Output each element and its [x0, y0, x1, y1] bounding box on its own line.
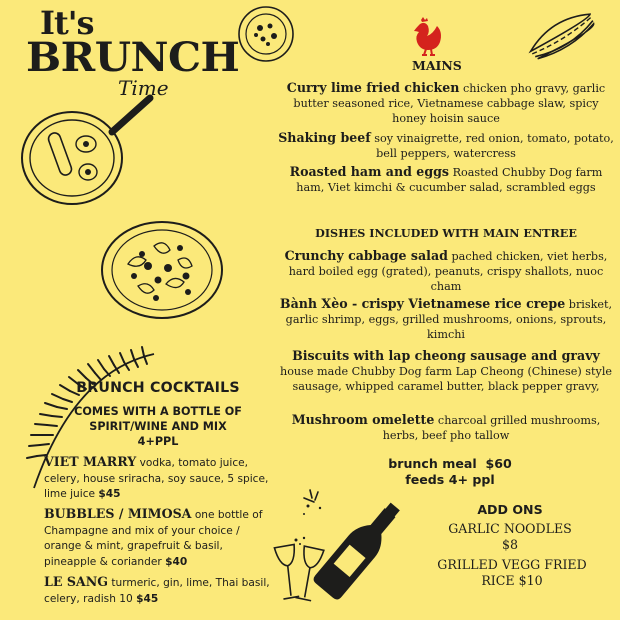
title-its: It's	[40, 4, 94, 42]
mains-item-desc: soy vinaigrette, red onion, tomato, potato, bell peppers, watercress	[374, 132, 614, 160]
mains-item-name: Shaking beef	[278, 130, 371, 145]
cocktail-item-price: $45	[136, 592, 159, 605]
title-brunch: BRUNCH	[26, 34, 240, 81]
cocktail-item-desc: turmeric, gin, lime, Thai basil, celery, radish 10	[44, 577, 274, 605]
mains-heading: MAINS	[412, 58, 462, 73]
cocktail-item-desc: one bottle of Champagne and mix of your choice / orange & mint, grapefruit & basil, pineapple & coriander	[44, 509, 266, 568]
cocktail-item	[44, 506, 276, 570]
cocktails-note-line1: COMES WITH A BOTTLE OF	[74, 405, 242, 418]
cocktail-item-desc: vodka, tomato juice, celery, house sriracha, soy sauce, 5 spice, lime juice	[44, 457, 272, 500]
salad-bowl-icon	[98, 214, 226, 320]
dish-item-desc: charcoal grilled mushrooms, herbs, beef pho tallow	[382, 414, 601, 442]
mains-item	[276, 80, 616, 126]
dish-item-name: Bành Xèo - crispy Vietnamese rice crepe	[279, 296, 566, 311]
cocktail-item-name: LE SANG	[44, 574, 108, 589]
dish-item	[276, 248, 616, 294]
addon-price: $8	[501, 537, 519, 552]
dish-item-desc: pached chicken, viet herbs, hard boiled egg (grated), peanuts, crispy shallots, nuoc cham	[288, 250, 608, 293]
cocktail-item	[44, 574, 276, 607]
cocktail-item-price: $45	[98, 488, 121, 500]
mains-item-name: Roasted ham and eggs	[289, 164, 450, 179]
addons-heading: ADD ONS	[477, 502, 543, 517]
cocktails-note-line2: SPIRIT/WINE AND MIX	[89, 420, 227, 433]
cocktails-heading: BRUNCH COCKTAILS	[76, 380, 240, 396]
dish-item-name: Mushroom omelette	[291, 412, 435, 427]
sandwich-icon	[522, 8, 604, 66]
mains-item-desc: Roasted Chubby Dog farm ham, Viet kimchi & cucumber salad, scrambled eggs	[296, 166, 603, 194]
dish-item	[276, 412, 616, 443]
cocktail-item-name: VIET MARRY	[44, 454, 137, 469]
dish-item	[276, 348, 616, 394]
skillet-icon	[14, 92, 154, 218]
champagne-bottle-icon	[300, 488, 420, 612]
cocktail-item-name: BUBBLES / MIMOSA	[44, 506, 192, 521]
mains-item	[276, 164, 616, 195]
title-time: Time	[118, 76, 169, 100]
cocktail-item-price: $40	[165, 555, 188, 568]
cocktails-note-line3: 4+PPL	[137, 435, 179, 448]
dishes-heading: DISHES INCLUDED WITH MAIN ENTREE	[315, 226, 577, 240]
dish-item-name: Crunchy cabbage salad	[284, 248, 448, 263]
plate-icon	[236, 4, 296, 64]
brunch-meal-feeds: feeds 4+ ppl	[405, 472, 495, 487]
dish-item	[276, 296, 616, 342]
addon-price: RICE $10	[481, 573, 543, 588]
mains-item	[276, 130, 616, 161]
addon-item: GRILLED VEGG FRIED	[437, 557, 587, 572]
dish-item-desc: brisket, garlic shrimp, eggs, grilled mushrooms, onions, sprouts, kimchi	[285, 298, 613, 341]
rooster-icon	[412, 16, 446, 56]
mains-item-desc: chicken pho gravy, garlic butter seasoned rice, Vietnamese cabbage slaw, spicy honey hoisin sauce	[293, 82, 606, 125]
cocktail-item	[44, 454, 276, 503]
brunch-meal-price: brunch meal $60	[388, 456, 512, 471]
dish-item-name: Biscuits with lap cheong sausage and gravy	[292, 348, 600, 363]
addon-item: GARLIC NOODLES	[448, 521, 572, 536]
mains-item-name: Curry lime fried chicken	[286, 80, 460, 95]
dish-item-desc: house made Chubby Dog farm Lap Cheong (Chinese) style sausage, whipped caramel butter, black pepper gravy,	[279, 365, 613, 393]
